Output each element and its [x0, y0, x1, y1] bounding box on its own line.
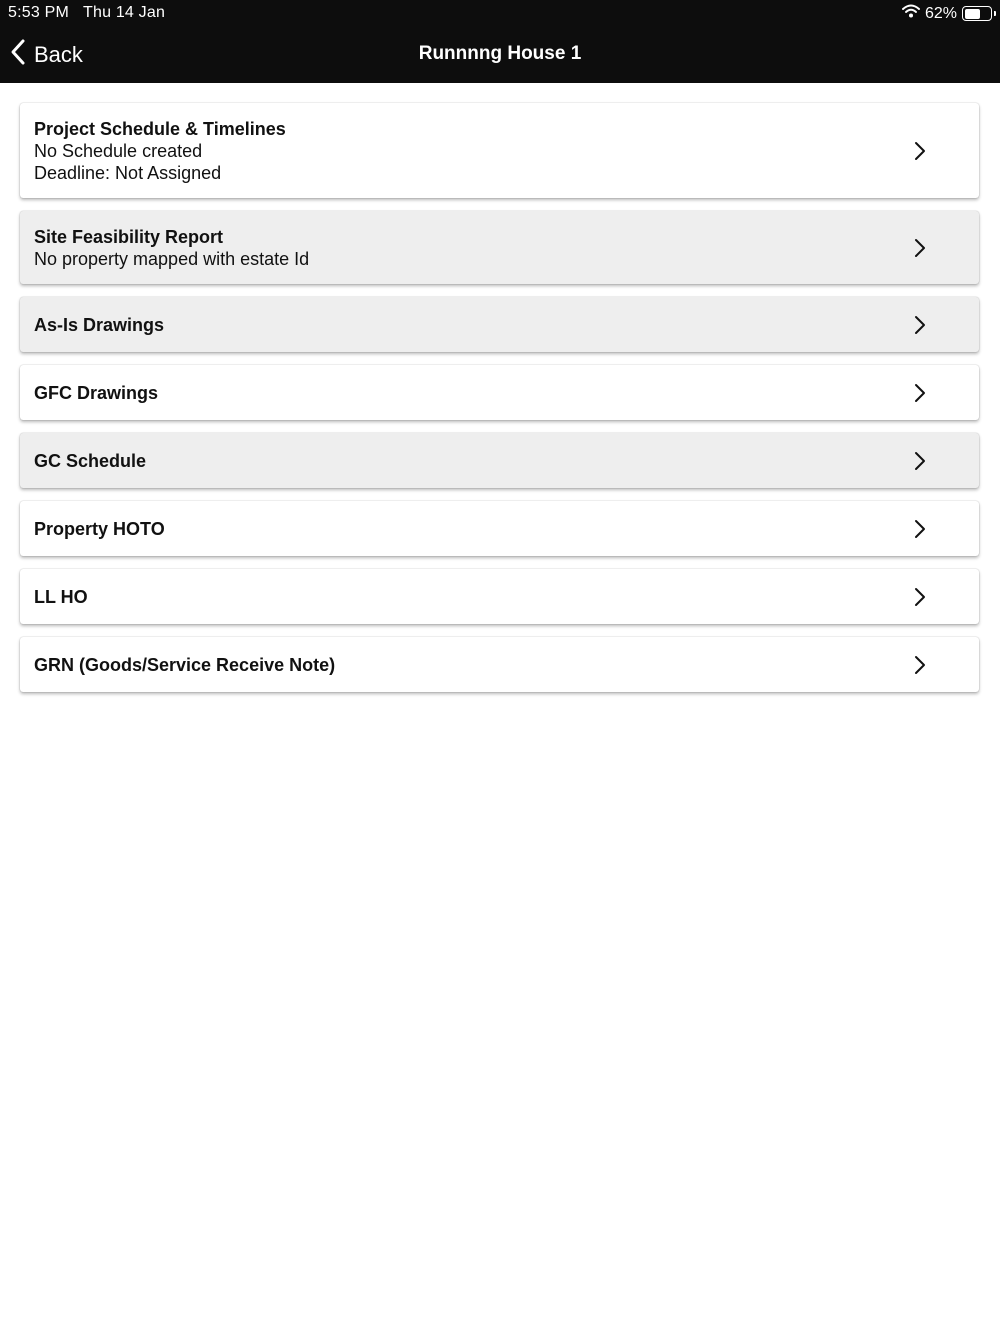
list-item-subtitle: Deadline: Not Assigned	[34, 162, 222, 183]
list-item-title: GC Schedule	[34, 450, 147, 471]
list-item-title: Project Schedule & Timelines	[34, 118, 286, 139]
chevron-right-icon	[913, 519, 927, 539]
list-item[interactable]	[20, 103, 979, 198]
list-item[interactable]	[20, 365, 979, 420]
list-item[interactable]	[20, 297, 979, 352]
battery-icon	[962, 6, 992, 21]
list-item[interactable]	[20, 637, 979, 692]
back-label: Back	[34, 42, 83, 67]
chevron-right-icon	[913, 451, 927, 471]
list-item-subtitle: No property mapped with estate Id	[34, 248, 310, 269]
top-bar	[0, 0, 1000, 83]
list-item-title: Site Feasibility Report	[34, 226, 224, 247]
list-item-title: GFC Drawings	[34, 382, 159, 403]
battery-percent: 62%	[924, 4, 957, 22]
list-item[interactable]	[20, 433, 979, 488]
list-item[interactable]	[20, 569, 979, 624]
wifi-icon	[902, 4, 920, 23]
status-indicators	[902, 4, 992, 23]
status-date: Thu 14 Jan	[83, 4, 166, 21]
list-item[interactable]	[20, 501, 979, 556]
list-item-title: GRN (Goods/Service Receive Note)	[34, 654, 336, 675]
chevron-right-icon	[913, 315, 927, 335]
page-title: Runnnng House 1	[418, 43, 582, 64]
menu-list	[20, 103, 979, 705]
status-time-text: 5:53 PM	[8, 4, 69, 21]
chevron-right-icon	[913, 383, 927, 403]
list-item-title: As-Is Drawings	[34, 314, 165, 335]
list-item-subtitle: No Schedule created	[34, 140, 203, 161]
chevron-right-icon	[913, 587, 927, 607]
list-item[interactable]	[20, 211, 979, 284]
list-item-title: Property HOTO	[34, 518, 165, 539]
chevron-right-icon	[913, 655, 927, 675]
chevron-right-icon	[913, 141, 927, 161]
chevron-right-icon	[913, 238, 927, 258]
list-item-title: LL HO	[34, 586, 88, 607]
status-time	[8, 4, 165, 22]
